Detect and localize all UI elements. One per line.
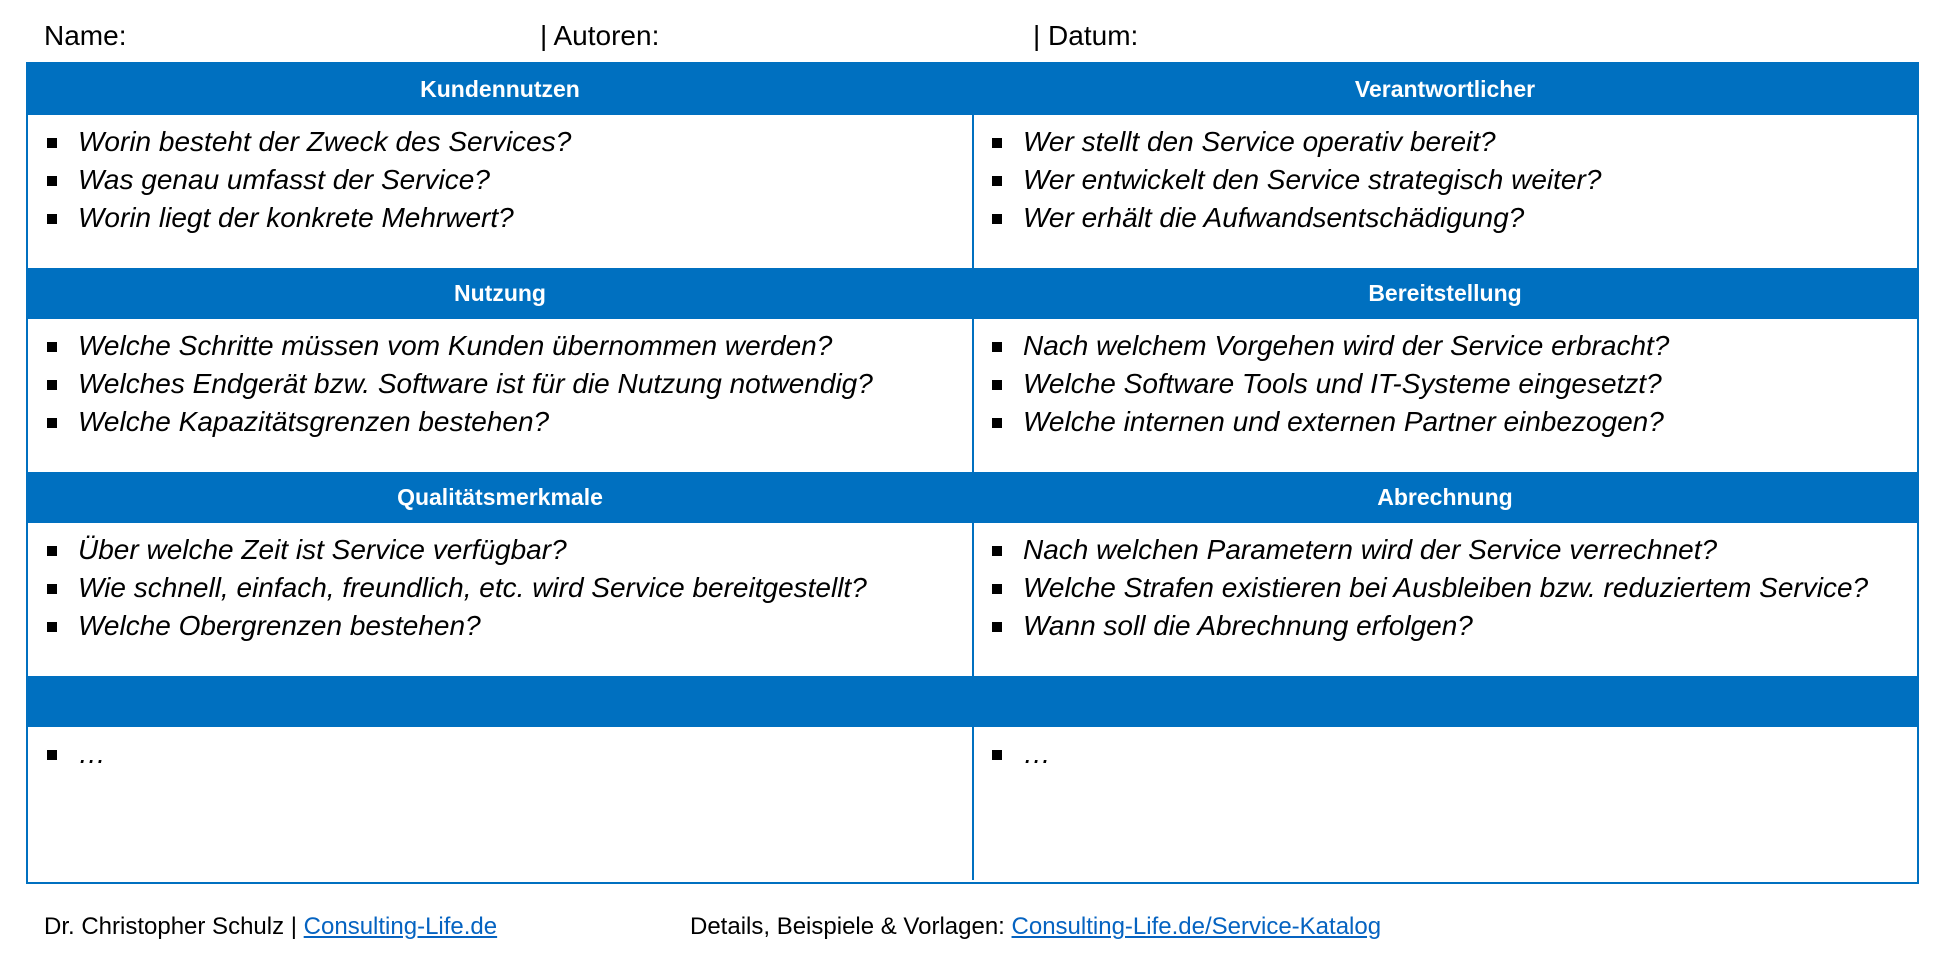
cell-abrechnung [973,523,1917,676]
cell-bereitstellung [973,319,1917,472]
section-cells-4 [28,727,1917,880]
footer-details-label: Details, Beispiele & Vorlagen: [690,913,1005,940]
autoren-label: | Autoren: [540,20,660,51]
name-label: Name: [44,20,127,51]
bullet-icon [992,380,1002,390]
list-item: Wer stellt den Service operativ bereit? [973,123,1601,161]
bullet-icon [992,750,1002,760]
list-item: Welche Strafen existieren bei Ausbleiben bzw. reduziertem Service? [973,569,1868,607]
footer-author-block [44,910,497,944]
cell-kundennutzen [28,115,972,268]
list-item: Nach welchem Vorgehen wird der Service erbracht? [973,327,1669,365]
bullet-icon [47,214,57,224]
list-item: … [973,735,1051,773]
section-title-qualitaetsmerkmale: Qualitätsmerkmale [397,484,603,510]
bullet-icon [47,418,57,428]
bullet-icon [992,342,1002,352]
footer [0,910,1944,944]
list-item: Welche Software Tools und IT-Systeme eingesetzt? [973,365,1669,403]
bullet-icon [47,584,57,594]
list-item: Wer entwickelt den Service strategisch weiter? [973,161,1601,199]
list-item: Worin liegt der konkrete Mehrwert? [28,199,571,237]
bullet-icon [992,214,1002,224]
bullet-icon [992,138,1002,148]
list-item: Über welche Zeit ist Service verfügbar? [28,531,867,569]
section-title-empty-left [28,676,972,727]
bullet-icon [47,176,57,186]
section-band-qualitaet-abrechnung [28,472,1917,523]
bullet-icon [47,622,57,632]
section-title-empty-right [973,676,1917,727]
list-item: Welche Obergrenzen bestehen? [28,607,867,645]
bullet-icon [47,138,57,148]
cell-verantwortlicher [973,115,1917,268]
section-title-nutzung: Nutzung [454,280,546,306]
list-item: Wann soll die Abrechnung erfolgen? [973,607,1868,645]
list-item: Welche Kapazitätsgrenzen bestehen? [28,403,873,441]
header-line [0,18,1944,54]
section-cells-1 [28,115,1917,268]
bullet-icon [47,546,57,556]
section-cells-3 [28,523,1917,676]
section-band-kundennutzen-verantwortlicher [28,64,1917,115]
list-item: Wie schnell, einfach, freundlich, etc. wird Service bereitgestellt? [28,569,867,607]
footer-details-link[interactable]: Consulting-Life.de/Service-Katalog [1011,913,1382,940]
list-item: Worin besteht der Zweck des Services? [28,123,571,161]
section-band-empty [28,676,1917,727]
list-item: Welche internen und externen Partner einbezogen? [973,403,1669,441]
footer-author: Dr. Christopher Schulz | [44,913,297,940]
list-item: Was genau umfasst der Service? [28,161,571,199]
footer-author-link[interactable]: Consulting-Life.de [303,913,498,940]
cell-nutzung [28,319,972,472]
cell-qualitaetsmerkmale [28,523,972,676]
list-item: Welches Endgerät bzw. Software ist für die Nutzung notwendig? [28,365,873,403]
section-title-kundennutzen: Kundennutzen [420,76,580,102]
bullet-icon [47,750,57,760]
section-title-bereitstellung: Bereitstellung [1368,280,1522,306]
cell-empty-left [28,727,972,880]
bullet-icon [47,342,57,352]
list-item: Wer erhält die Aufwandsentschädigung? [973,199,1601,237]
datum-label: | Datum: [1033,20,1139,51]
bullet-icon [992,584,1002,594]
cell-empty-right [973,727,1917,880]
bullet-icon [992,622,1002,632]
bullet-icon [992,418,1002,428]
bullet-icon [47,380,57,390]
bullet-icon [992,176,1002,186]
list-item: … [28,735,106,773]
footer-details-block [690,910,1381,944]
list-item: Welche Schritte müssen vom Kunden übernommen werden? [28,327,873,365]
service-canvas [26,62,1919,884]
section-title-abrechnung: Abrechnung [1377,484,1513,510]
section-band-nutzung-bereitstellung [28,268,1917,319]
list-item: Nach welchen Parametern wird der Service verrechnet? [973,531,1868,569]
bullet-icon [992,546,1002,556]
section-title-verantwortlicher: Verantwortlicher [1354,76,1536,102]
section-cells-2 [28,319,1917,472]
